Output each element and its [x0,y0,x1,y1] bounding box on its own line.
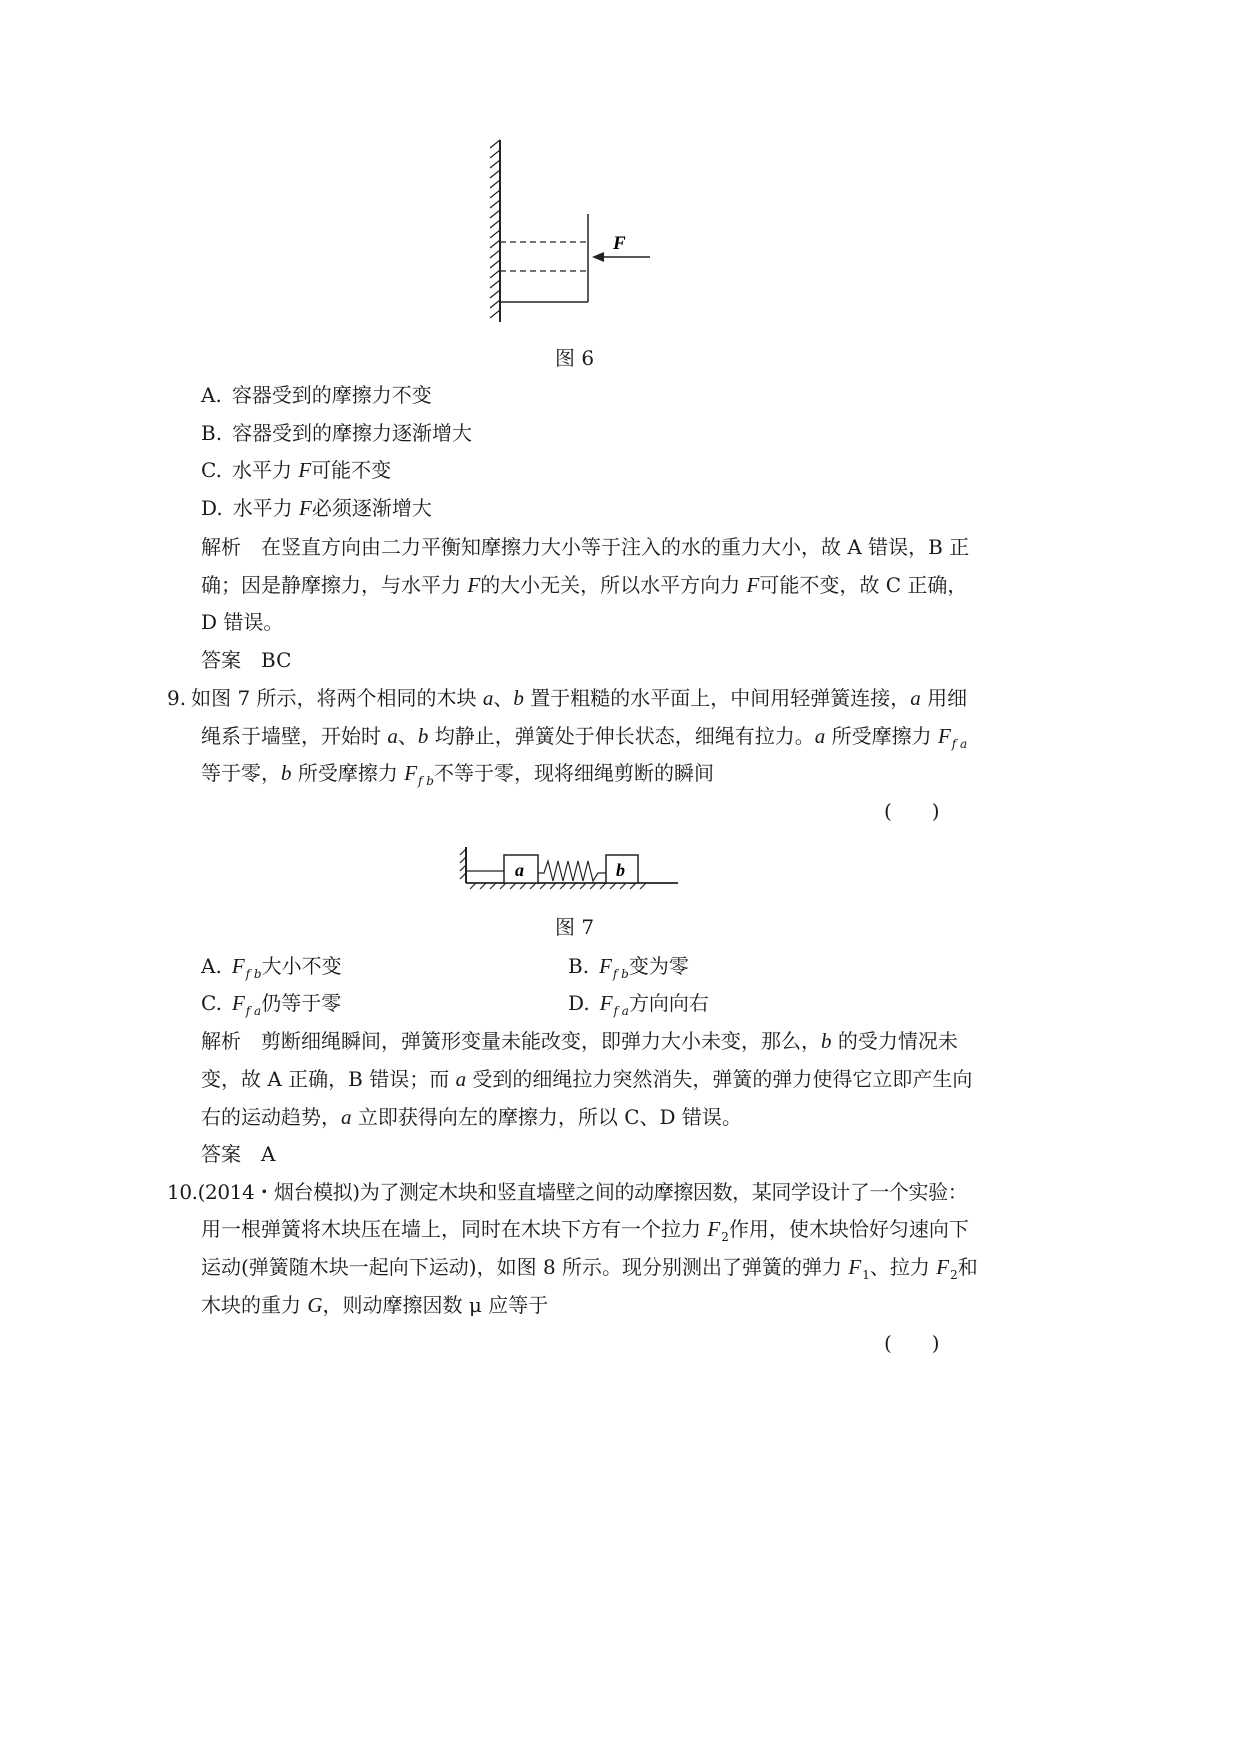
option-letter: C. [201,458,222,482]
question-text: 均静止，弹簧处于伸长状态，细绳有拉力。 [428,724,815,748]
question-text: 如图 7 所示，将两个相同的木块 [191,686,483,710]
answer-line [201,1140,275,1168]
figure-6-diagram [480,130,680,330]
var-b: b [513,686,524,710]
option-letter: A. [201,954,222,978]
question-text: 作用，使木块恰好匀速向下 [728,1217,969,1241]
subscript-fb: f b [418,774,434,788]
analysis-line-3: D 错误。 [201,610,284,634]
option-letter: C. [201,991,222,1015]
subscript: f a [613,1004,629,1018]
option-text: 可能不变 [311,458,392,482]
block-a-label: a [515,860,524,880]
option-letter: B. [201,421,223,445]
option-text: 容器受到的摩擦力逐渐增大 [232,421,473,445]
analysis-text: 的大小无关，所以水平方向力 [480,573,747,597]
option-text: 方向向右 [628,991,709,1015]
option-b[interactable] [568,952,689,983]
question-text: 所受摩擦力 [825,724,938,748]
var-g: G [307,1293,323,1317]
question-text: 用细 [920,686,968,710]
analysis-text: 的受力情况未 [831,1029,958,1053]
force-label: F [613,233,626,254]
figure-7-diagram [458,845,688,895]
var-f: F [299,496,312,520]
answer-label: 答案 [201,1142,241,1166]
question-text: 和 [957,1255,978,1279]
option-letter: D. [201,496,223,520]
question-text: 绳系于墙壁，开始时 [201,724,388,748]
container [500,214,588,302]
option-text: 变为零 [628,954,689,978]
var-f: F [467,573,481,597]
question-text: 、拉力 [869,1255,937,1279]
option-letter: B. [568,954,590,978]
option-text: 水平力 [232,496,300,520]
block-b-label: b [616,860,625,880]
subscript: 1 [862,1268,870,1282]
var-b: b [281,761,292,785]
subscript: 2 [950,1268,958,1282]
figure-7-caption: 图 7 [555,915,595,939]
subscript: f a [245,1004,262,1018]
analysis-text: 剪断细绳瞬间，弹簧形变量未能改变，即弹力大小未变，那么， [261,1029,821,1053]
question-9-line-3 [201,759,714,790]
var-f: F [848,1255,862,1279]
var-f: F [599,954,612,978]
analysis-text: 变，故 A 正确，B 错误；而 [201,1067,456,1091]
analysis-line-2 [201,571,967,599]
question-text: 运动(弹簧随木块一起向下运动)，如图 8 所示。现分别测出了弹簧的弹力 [201,1255,849,1279]
var-f: F [231,991,245,1015]
var-f: F [231,954,245,978]
var-a: a [387,724,398,748]
subscript-fa: f a [951,737,968,751]
option-d[interactable] [568,989,709,1020]
analysis-text: 确；因是静摩擦力，与水平力 [201,573,468,597]
answer-line [201,646,291,674]
option-text: 必须逐渐增大 [311,496,432,520]
question-text: ，则动摩擦因数 [322,1293,469,1317]
spring [538,861,606,881]
question-text: 等于零， [201,761,281,785]
subscript: f b [612,967,629,981]
subscript: f b [245,967,262,981]
analysis-line-2 [201,1065,972,1093]
floor [466,883,678,889]
option-letter: A. [201,383,222,407]
option-a[interactable] [201,952,342,983]
question-9-line-1 [167,684,967,712]
wall-hatching [460,847,466,883]
var-mu: μ [468,1293,482,1317]
analysis-text: 在竖直方向由二力平衡知摩擦力大小等于注入的水的重力大小，故 A 错误，B 正 [261,535,970,559]
analysis-text: 右的运动趋势， [201,1105,341,1129]
analysis-text: 可能不变，故 C 正确， [759,573,968,597]
option-a[interactable] [201,381,432,409]
option-c[interactable] [201,989,341,1020]
var-a: a [814,724,826,748]
answer-blank[interactable]: ( ) [884,1331,940,1355]
question-10-line-2 [201,1215,969,1246]
question-text: 应等于 [481,1293,549,1317]
question-text: 木块的重力 [201,1293,308,1317]
var-a: a [341,1105,352,1129]
analysis-label: 解析 [201,535,241,559]
question-text: 用一根弹簧将木块压在墙上，同时在木块下方有一个拉力 [201,1217,708,1241]
option-c[interactable] [201,456,391,484]
answer-blank[interactable]: ( ) [884,799,940,823]
question-10-line-4 [201,1291,548,1319]
question-text: 、 [493,686,514,710]
question-text: 不等于零，现将细绳剪断的瞬间 [433,761,714,785]
answer-label: 答案 [201,648,241,672]
question-text: 所受摩擦力 [291,761,405,785]
var-f: F [746,573,760,597]
option-letter: D. [568,991,590,1015]
var-a: a [482,686,494,710]
analysis-text: 立即获得向左的摩擦力，所以 C、D 错误。 [351,1105,742,1129]
analysis-text: 受到的细绳拉力突然消失，弹簧的弹力使得它立即产生向 [466,1067,973,1091]
var-b: b [417,724,429,748]
var-f: F [298,458,312,482]
var-b: b [821,1029,832,1053]
question-number: 9. [167,686,187,710]
question-text: (2014・烟台模拟)为了测定木块和竖直墙壁之间的动摩擦因数，某同学设计了一个实验： [197,1180,968,1204]
analysis-line-1 [201,533,969,561]
question-10-line-1 [167,1178,967,1206]
option-text: 仍等于零 [261,991,342,1015]
answer-value: BC [261,648,292,672]
var-a: a [455,1067,467,1091]
question-10-line-3 [201,1253,978,1284]
analysis-line-1 [201,1027,958,1055]
question-9-line-2 [201,722,967,753]
answer-value: A [261,1142,276,1166]
var-a: a [910,686,921,710]
water-level-lines [500,242,588,271]
option-b[interactable] [201,419,472,447]
analysis-line-3 [201,1103,742,1131]
option-text: 水平力 [231,458,299,482]
question-number: 10. [167,1180,198,1204]
figure-6-caption: 图 6 [555,346,595,370]
question-text: 、 [397,724,418,748]
option-text: 容器受到的摩擦力不变 [231,383,432,407]
option-d[interactable] [201,494,432,522]
var-f: F [404,761,418,785]
var-f: F [937,724,951,748]
var-f: F [707,1217,721,1241]
subscript: 2 [721,1230,729,1244]
question-text: 置于粗糙的水平面上，中间用轻弹簧连接， [523,686,911,710]
analysis-label: 解析 [201,1029,241,1053]
option-text: 大小不变 [261,954,342,978]
var-f: F [599,991,613,1015]
var-f: F [936,1255,950,1279]
wall-hatching [490,140,500,322]
